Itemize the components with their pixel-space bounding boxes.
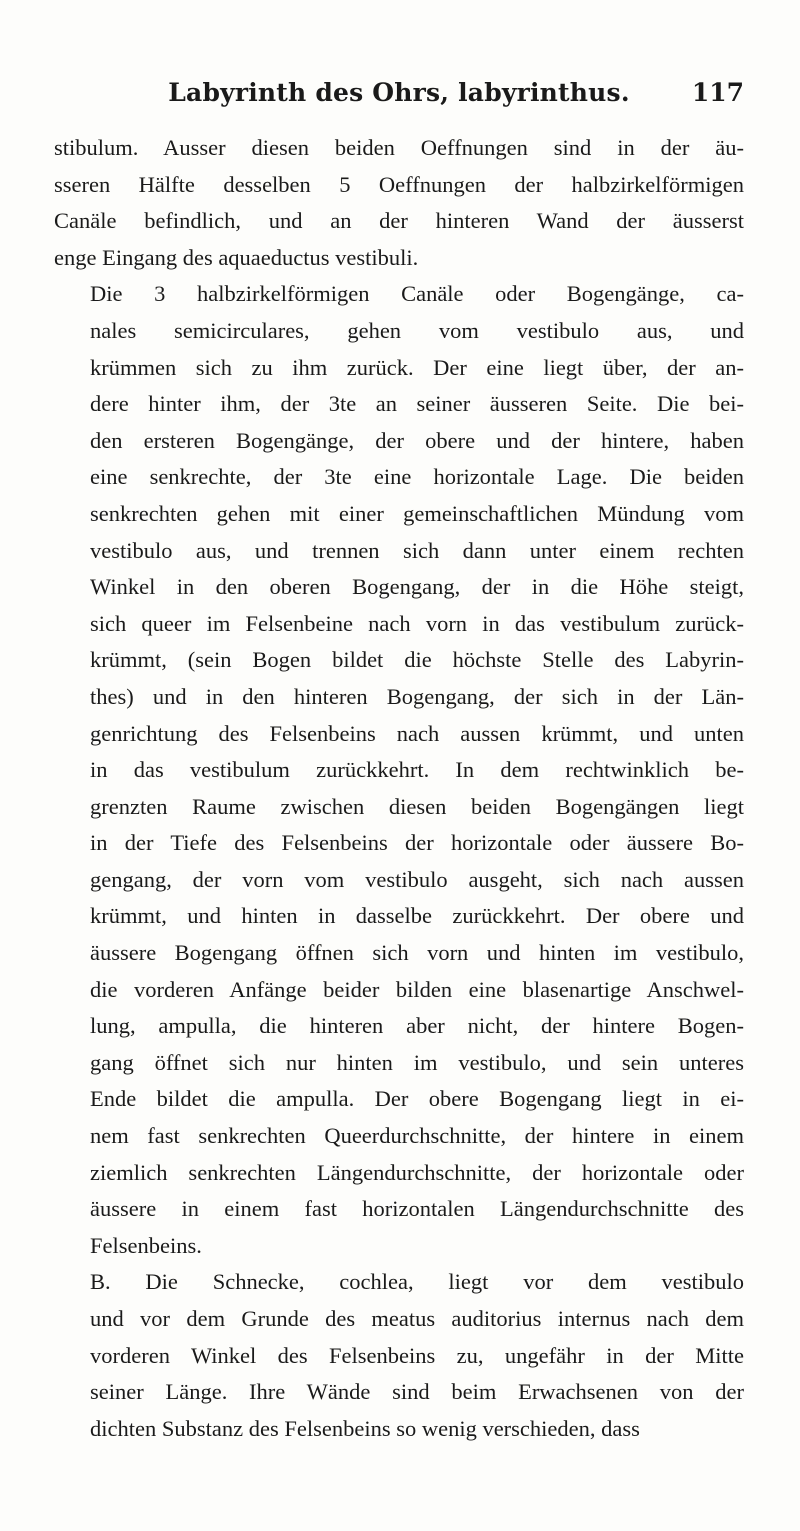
text-line: in der Tiefe des Felsenbeins der horizontale oder äussere Bo- xyxy=(90,830,744,856)
text-line: vestibulo aus, und trennen sich dann unter einem rechten xyxy=(90,537,744,563)
text-line: äussere Bogengang öffnen sich vorn und hinten im vestibulo, xyxy=(90,940,744,966)
text-line: krümmen sich zu ihm zurück. Der eine liegt über, der an- xyxy=(90,354,744,380)
paragraph-1 xyxy=(54,130,744,276)
text-line: dere hinter ihm, der 3te an seiner äusseren Seite. Die bei- xyxy=(90,391,744,417)
text-line: in das vestibulum zurückkehrt. In dem rechtwinklich be- xyxy=(90,757,744,783)
text-line: äussere in einem fast horizontalen Längendurchschnitte des xyxy=(90,1196,744,1222)
text-line: B. Die Schnecke, cochlea, liegt vor dem vestibulo xyxy=(90,1269,744,1295)
body-text xyxy=(54,130,744,1447)
text-line: dichten Substanz des Felsenbeins so wenig verschieden, dass xyxy=(90,1415,640,1441)
text-line: die vorderen Anfänge beider bilden eine blasenartige Anschwel- xyxy=(90,976,744,1002)
text-line: vorderen Winkel des Felsenbeins zu, ungefähr in der Mitte xyxy=(90,1342,744,1368)
text-line: nales semicirculares, gehen vom vestibulo aus, und xyxy=(90,317,744,343)
header-title: Labyrinth des Ohrs, labyrinthus. xyxy=(168,78,630,107)
text-line: und vor dem Grunde des meatus auditorius internus nach dem xyxy=(90,1306,744,1331)
page-number: 117 xyxy=(691,78,744,107)
text-line: senkrechten gehen mit einer gemeinschaftlichen Mündung vom xyxy=(90,500,744,526)
text-line: grenzten Raume zwischen diesen beiden Bogengängen liegt xyxy=(90,793,744,819)
text-line: genrichtung des Felsenbeins nach aussen krümmt, und unten xyxy=(90,720,744,746)
text-line: sseren Hälfte desselben 5 Oeffnungen der halbzirkelförmigen xyxy=(54,171,744,197)
text-line: lung, ampulla, die hinteren aber nicht, der hintere Bogen- xyxy=(90,1013,744,1039)
text-line: nem fast senkrechten Queerdurchschnitte, der hintere in einem xyxy=(90,1123,744,1149)
text-line: krümmt, und hinten in dasselbe zurückkehrt. Der obere und xyxy=(90,903,744,929)
text-line: den ersteren Bogengänge, der obere und der hintere, haben xyxy=(90,427,744,453)
text-line: eine senkrechte, der 3te eine horizontale Lage. Die beiden xyxy=(90,464,744,490)
text-line: Winkel in den oberen Bogengang, der in die Höhe steigt, xyxy=(90,574,744,600)
text-line: ziemlich senkrechten Längendurchschnitte, der horizontale oder xyxy=(90,1159,744,1185)
text-line: Felsenbeins. xyxy=(90,1232,202,1258)
text-line: krümmt, (sein Bogen bildet die höchste Stelle des Labyrin- xyxy=(90,647,744,673)
text-line: stibulum. Ausser diesen beiden Oeffnungen sind in der äu- xyxy=(54,135,744,160)
text-line: enge Eingang des aquaeductus vestibuli. xyxy=(54,244,419,270)
text-line: sich queer im Felsenbeine nach vorn in das vestibulum zurück- xyxy=(90,610,744,636)
running-header xyxy=(54,78,744,118)
text-line: thes) und in den hinteren Bogengang, der sich in der Län- xyxy=(90,683,744,709)
text-line: gengang, der vorn vom vestibulo ausgeht, sich nach aussen xyxy=(90,866,744,892)
paragraph-2 xyxy=(54,276,744,1264)
paragraph-3 xyxy=(54,1264,744,1447)
text-line: Canäle befindlich, und an der hinteren Wand der äusserst xyxy=(54,208,744,234)
text-line: Die 3 halbzirkelförmigen Canäle oder Bogengänge, ca- xyxy=(90,281,744,307)
text-line: Ende bildet die ampulla. Der obere Bogengang liegt in ei- xyxy=(90,1086,744,1112)
text-line: seiner Länge. Ihre Wände sind beim Erwachsenen von der xyxy=(90,1379,744,1405)
text-line: gang öffnet sich nur hinten im vestibulo, und sein unteres xyxy=(90,1049,744,1075)
